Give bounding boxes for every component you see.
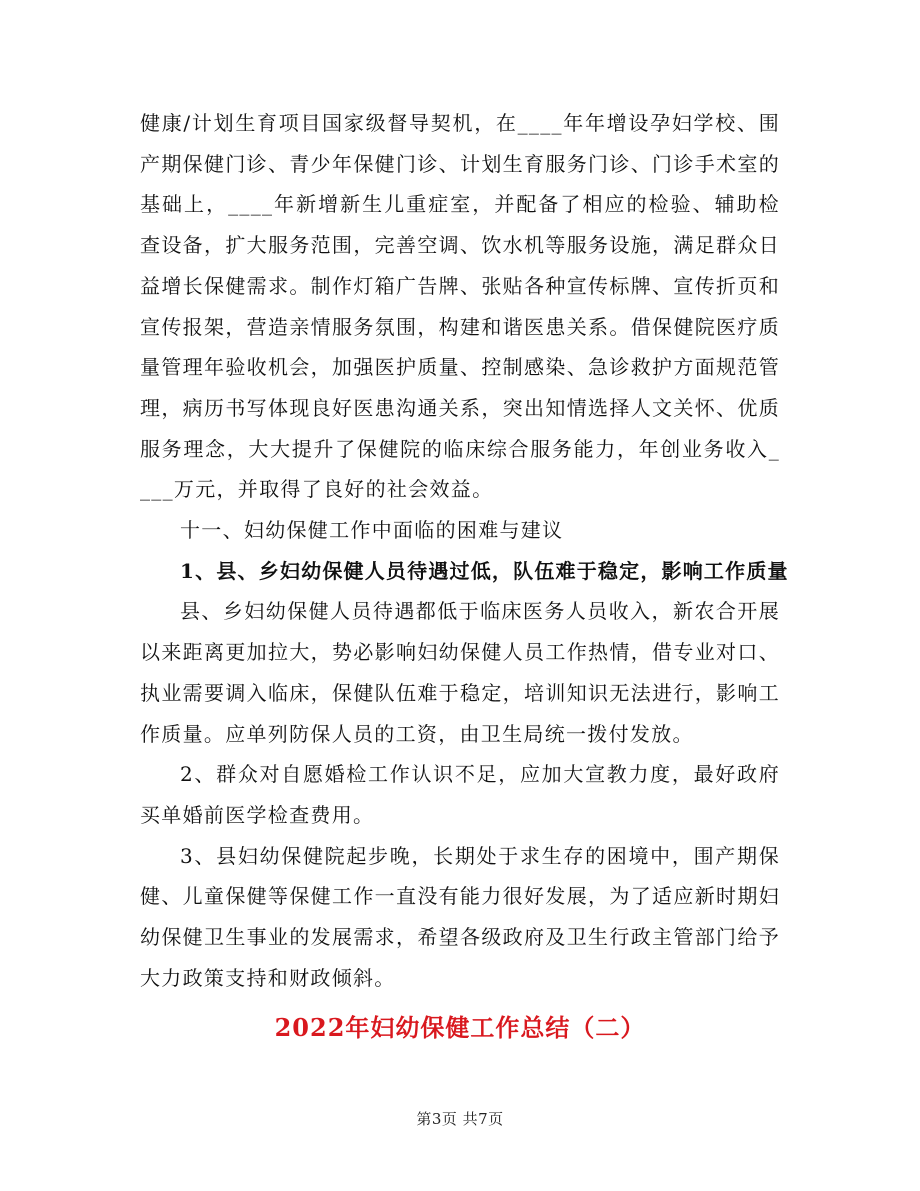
paragraph-2: 县、乡妇幼保健人员待遇都低于临床医务人员收入，新农合开展以来距离更加拉大，势必影响妇幼保健人员工作热情，借专业对口、执业需要调入临床，保健队伍难于稳定，培训知识无法进行，影响工作质量。应单列防保人员的工资，由卫生局统一拨付发放。 — [140, 599, 780, 746]
paragraph-4: 3、县妇幼保健院起步晚，长期处于求生存的困境中，围产期保健、儿童保健等保健工作一直没有能力很好发展，为了适应新时期妇幼保健卫生事业的发展需求，希望各级政府及卫生行政主管部门给予大力政策支持和财政倾斜。 — [140, 843, 780, 990]
next-section-title: 2022年妇幼保健工作总结（二） — [274, 1013, 646, 1042]
paragraph-continued: 健康/计划生育项目国家级督导契机，在____年年增设孕妇学校、围产期保健门诊、青少年保健门诊、计划生育服务门诊、门诊手术室的基础上，____年新增新生儿重症室，并配备了相应的检验、辅助检查设备，扩大服务范围，完善空调、饮水机等服务设施，满足群众日益增长保健需求。制作灯箱广告牌、张贴各种宣传标牌、宣传折页和宣传报架，营造亲情服务氛围，构建和谐医患关系。借保健院医疗质量管理年验收机会，加强医护质量、控制感染、急诊救护方面规范管理，病历书写体现良好医患沟通关系，突出知情选择人文关怀、优质服务理念，大大提升了保健院的临床综合服务能力，年创业务收入____万元，并取得了良好的社会效益。 — [140, 111, 780, 502]
document-body — [140, 103, 789, 998]
subheading-1: 1、县、乡妇幼保健人员待遇过低，队伍难于稳定，影响工作质量 — [180, 558, 789, 583]
paragraph-3: 2、群众对自愿婚检工作认识不足，应加大宣教力度，最好政府买单婚前医学检查费用。 — [140, 762, 780, 827]
page-number: 第3页 共7页 — [416, 1110, 504, 1128]
section-heading: 十一、妇幼保健工作中面临的困难与建议 — [180, 518, 564, 543]
